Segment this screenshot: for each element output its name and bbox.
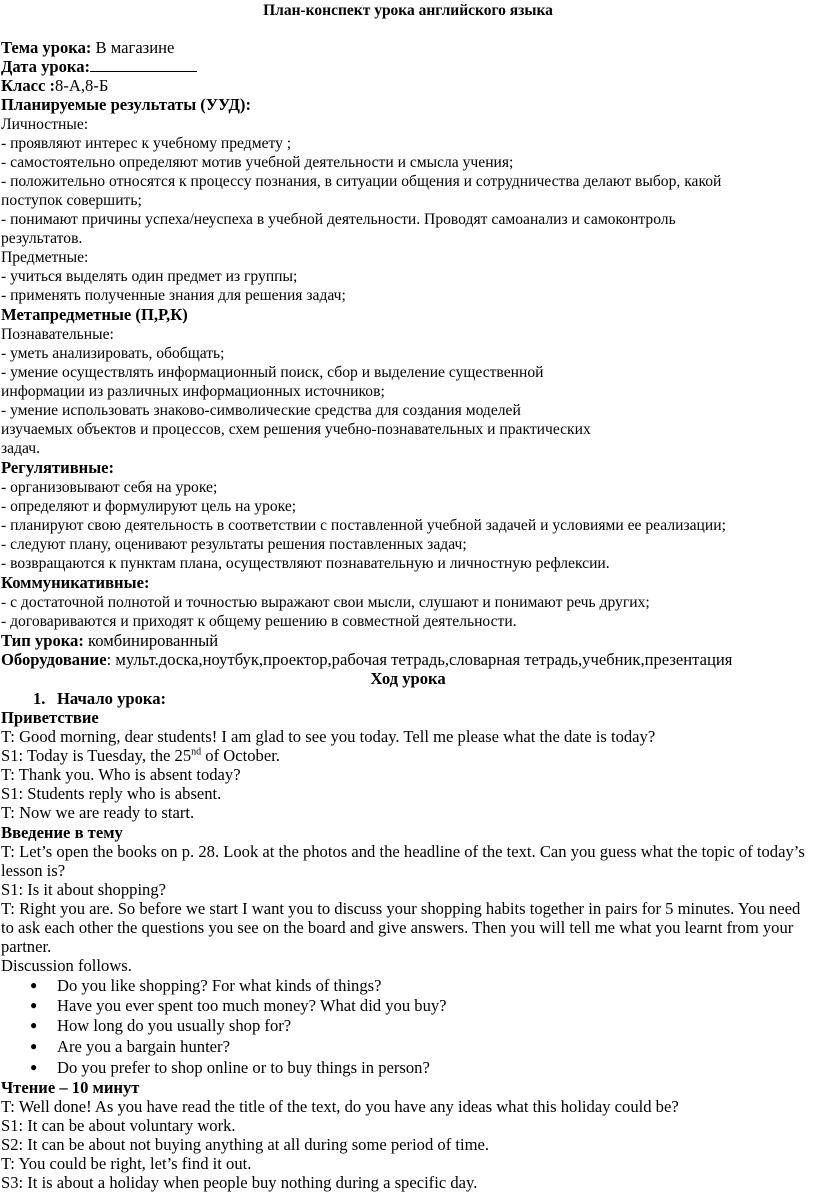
personal-heading: Личностные:	[1, 116, 89, 133]
dialogue-line: lesson is?	[1, 861, 66, 880]
cognitive-line: - умение использовать знаково-символические средства для создания моделей	[1, 402, 521, 419]
bullet-icon: ●	[30, 1060, 38, 1074]
intro-heading: Введение в тему	[1, 823, 123, 842]
dialogue-line: S1: Is it about shopping?	[1, 880, 167, 899]
regulatory-line: - определяют и формулируют цель на уроке;	[1, 498, 297, 515]
personal-line: - положительно относятся к процессу познания, в ситуации общения и сотрудничества делают выбор, какой	[1, 173, 722, 190]
regulatory-line: - следуют плану, оценивают результаты решения поставленных задач;	[1, 536, 467, 553]
communicative-line: - договариваются и приходят к общему решению в совместной деятельности.	[1, 613, 517, 630]
dialogue-line	[1, 746, 280, 765]
stage-1-label: Начало урока:	[57, 689, 167, 708]
equipment-label: Оборудование	[1, 650, 107, 669]
regulatory-heading: Регулятивные:	[1, 458, 115, 477]
topic-line	[1, 38, 174, 57]
bullet-icon: ●	[30, 978, 38, 992]
personal-line: - понимают причины успеха/неуспеха в учебной деятельности. Проводят самоанализ и самоконтроль	[1, 211, 676, 228]
subject-heading: Предметные:	[1, 249, 89, 266]
subject-line: - применять полученные знания для решения задач;	[1, 287, 346, 304]
reading-heading: Чтение – 10 минут	[1, 1078, 140, 1097]
stage-1-number: 1.	[33, 689, 46, 708]
subject-line: - учиться выделять один предмет из группы;	[1, 268, 298, 285]
personal-line: - самостоятельно определяют мотив учебной деятельности и смысла учения;	[1, 154, 514, 171]
dialogue-line: to ask each other the questions you see on the board and give answers. Then you will tell me what you learnt from your	[1, 918, 794, 937]
class-value: 8-А,8-Б	[55, 76, 109, 95]
dialogue-line: T: Let’s open the books on p. 28. Look at the photos and the headline of the text. Can you guess what the topic of today’s	[1, 842, 805, 861]
bullet-icon: ●	[30, 998, 38, 1012]
lesson-type-value: комбинированный	[83, 631, 219, 650]
date-line	[1, 57, 197, 76]
question-text: Do you like shopping? For what kinds of things?	[57, 976, 382, 995]
greeting-heading: Приветствие	[1, 708, 99, 727]
cognitive-line: - уметь анализировать, обобщать;	[1, 345, 225, 362]
dialogue-line: S2: It can be about not buying anything at all during some period of time.	[1, 1135, 490, 1154]
dialogue-line: T: Now we are ready to start.	[1, 803, 195, 822]
question-text: Have you ever spent too much money? What did you buy?	[57, 996, 447, 1015]
class-label: Класс :	[1, 76, 56, 95]
equipment-line	[1, 650, 732, 669]
dialogue-line: T: Well done! As you have read the title of the text, do you have any ideas what this holiday could be?	[1, 1097, 679, 1116]
dialogue-line: T: You could be right, let’s find it out.	[1, 1154, 252, 1173]
dialogue-line: partner.	[1, 937, 52, 956]
dialogue-line: Discussion follows.	[1, 956, 132, 975]
dialogue-line: S1: It can be about voluntary work.	[1, 1116, 236, 1135]
equipment-value: : мульт.доска,ноутбук,проектор,рабочая тетрадь,словарная тетрадь,учебник,презентация	[106, 650, 733, 669]
date-suffix: nd	[191, 746, 202, 758]
communicative-heading: Коммуникативные:	[1, 573, 150, 592]
lesson-type-label: Тип урока:	[1, 631, 84, 650]
question-text: How long do you usually shop for?	[57, 1016, 292, 1035]
communicative-line: - с достаточной полнотой и точностью выражают свои мысли, слушают и понимают речь других;	[1, 594, 650, 611]
personal-line: - проявляют интерес к учебному предмету ;	[1, 135, 292, 152]
dialogue-line: S3: It is about a holiday when people buy nothing during a specific day.	[1, 1173, 478, 1192]
topic-label: Тема урока:	[1, 38, 92, 57]
question-text: Do you prefer to shop online or to buy things in person?	[57, 1058, 430, 1077]
date-label: Дата урока:	[1, 57, 91, 76]
regulatory-line: - организовывают себя на уроке;	[1, 479, 218, 496]
meta-heading: Метапредметные (П,Р,К)	[1, 305, 188, 324]
cognitive-heading: Познавательные:	[1, 326, 114, 343]
class-line	[1, 76, 108, 95]
regulatory-line: - возвращаются к пунктам плана, осуществляют познавательную и личностную рефлексии.	[1, 555, 610, 572]
cognitive-line: информации из различных информационных источников;	[1, 383, 385, 400]
date-blank	[90, 57, 197, 72]
cognitive-line: задач.	[1, 440, 41, 457]
dialogue-line: T: Thank you. Who is absent today?	[1, 765, 241, 784]
dialogue-date: S1: Today is Tuesday, the 25	[1, 746, 192, 765]
personal-line: поступок совершить;	[1, 192, 142, 209]
dialogue-line: T: Right you are. So before we start I want you to discuss your shopping habits together in pairs for 5 minutes. You need	[1, 899, 801, 918]
topic-value: В магазине	[91, 38, 175, 57]
results-heading: Планируемые результаты (УУД):	[1, 95, 251, 114]
course-heading: Ход урока	[370, 669, 446, 688]
bullet-icon: ●	[30, 1018, 38, 1032]
regulatory-line: - планируют свою деятельность в соответствии с поставленной учебной задачей и условиями ее реализации;	[1, 517, 726, 534]
dialogue-month: of October.	[201, 746, 280, 765]
personal-line: результатов.	[1, 230, 83, 247]
lesson-type-line	[1, 631, 218, 650]
bullet-icon: ●	[30, 1039, 38, 1053]
dialogue-line: S1: Students reply who is absent.	[1, 784, 222, 803]
cognitive-line: изучаемых объектов и процессов, схем решения учебно-познавательных и практических	[1, 421, 591, 438]
cognitive-line: - умение осуществлять информационный поиск, сбор и выделение существенной	[1, 364, 544, 381]
page-title: План-конспект урока английского языка	[263, 2, 553, 19]
question-text: Are you a bargain hunter?	[57, 1037, 230, 1056]
dialogue-line: T: Good morning, dear students! I am glad to see you today. Tell me please what the date is today?	[1, 727, 656, 746]
